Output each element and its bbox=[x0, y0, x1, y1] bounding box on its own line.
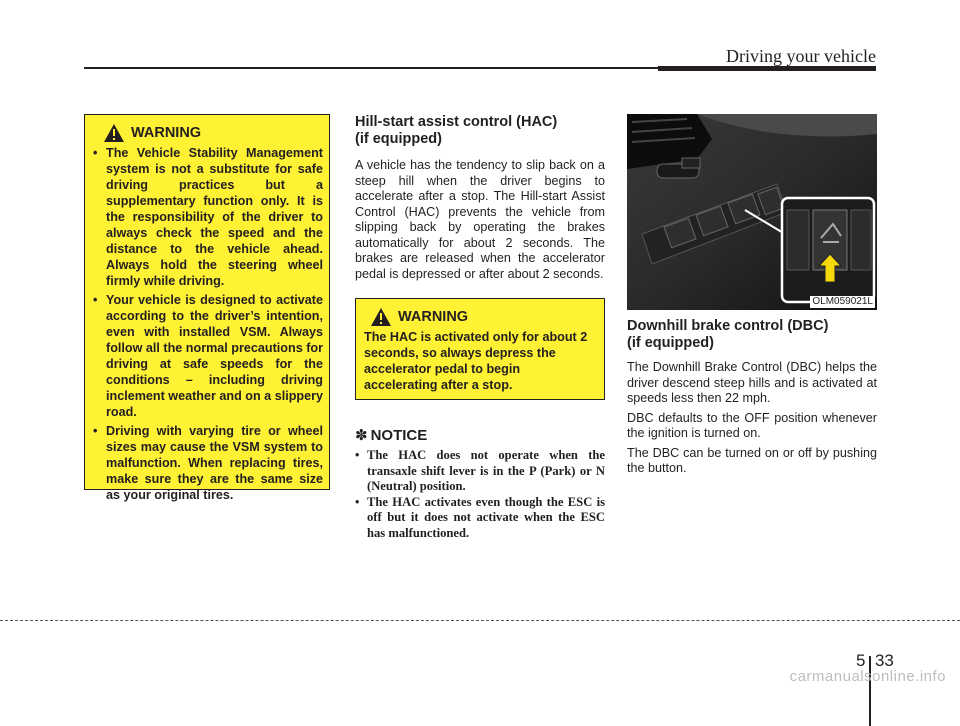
warning-title: WARNING bbox=[398, 309, 469, 325]
hac-title-line1: Hill-start assist control (HAC) bbox=[355, 114, 558, 130]
dbc-button-illustration bbox=[627, 114, 877, 310]
footer-rule bbox=[0, 620, 960, 621]
chapter-number: 5 bbox=[856, 651, 866, 670]
warning-list bbox=[93, 145, 323, 503]
warning-item: • Driving with varying tire or wheel sizes may cause the VSM system to malfunction. When replacing tires, make sure they are the same size as your original tires. bbox=[93, 424, 323, 502]
dbc-title-line2: (if equipped) bbox=[627, 335, 714, 351]
hac-section-title bbox=[355, 114, 605, 148]
dbc-paragraph: The DBC can be turned on or off by pushing the button. bbox=[627, 445, 877, 475]
page-number bbox=[856, 626, 894, 696]
notice-asterisk-icon: ✽ bbox=[355, 427, 368, 444]
column-middle bbox=[355, 114, 605, 542]
page-divider bbox=[869, 656, 871, 726]
dbc-paragraph: The Downhill Brake Control (DBC) helps the driver descend steep hills and is activated at speeds less then 22 mph. bbox=[627, 360, 877, 405]
notice-list bbox=[355, 448, 605, 542]
warning-header bbox=[370, 307, 596, 327]
column-right bbox=[627, 114, 877, 477]
photo-code: OLM059021L bbox=[812, 296, 873, 307]
column-left bbox=[84, 114, 330, 502]
page-number-value: 33 bbox=[874, 651, 894, 670]
header-rule-thick bbox=[658, 66, 876, 71]
notice-header bbox=[355, 426, 605, 444]
warning-item: • Your vehicle is designed to activate according to the driver’s intention, even with installed VSM. Always follow all the normal precautions for driving at safe speeds for the conditions – including driving inclement weather and on a slippery road. bbox=[93, 293, 323, 419]
vsm-warning-box bbox=[84, 114, 330, 502]
warning-item: • The Vehicle Stability Management system is not a substitute for safe driving practices but a supplementary function only. It is the responsibility of the driver to always check the speed and the distance to the vehicle ahead. Always hold the steering wheel firmly while driving. bbox=[93, 146, 323, 288]
warning-header bbox=[103, 123, 323, 143]
warning-title: WARNING bbox=[131, 125, 202, 141]
hac-warning-box bbox=[355, 298, 605, 400]
dbc-section-title bbox=[627, 318, 877, 352]
dbc-title-line1: Downhill brake control (DBC) bbox=[627, 318, 829, 334]
notice-item: • The HAC does not operate when the transaxle shift lever is in the P (Park) or N (Neutral) position. bbox=[355, 448, 605, 494]
hac-body-text: A vehicle has the tendency to slip back on a steep hill when the driver begins to accelerate after a stop. The Hill-start Assist Control (HAC) prevents the vehicle from slipping back by operating the brakes automatically for about 2 seconds. The brakes are released when the accelerator pedal is depressed or after about 2 seconds. bbox=[355, 158, 605, 281]
notice-title: NOTICE bbox=[370, 426, 428, 444]
page-header-title: Driving your vehicle bbox=[726, 46, 876, 66]
dbc-paragraph: DBC defaults to the OFF position whenever the ignition is turned on. bbox=[627, 410, 877, 440]
hac-title-line2: (if equipped) bbox=[355, 131, 442, 147]
warning-triangle-icon bbox=[370, 307, 392, 327]
watermark: carmanualsonline.info bbox=[789, 668, 946, 685]
hac-warning-text: The HAC is activated only for about 2 seconds, so always depress the accelerator pedal to begin accelerating after a stop. bbox=[364, 330, 588, 392]
dashboard-photo bbox=[627, 114, 877, 310]
header-rule bbox=[84, 67, 660, 69]
warning-triangle-icon bbox=[103, 123, 125, 143]
notice-item: • The HAC activates even though the ESC is off but it does not activate when the ESC has malfunctioned. bbox=[355, 494, 605, 540]
